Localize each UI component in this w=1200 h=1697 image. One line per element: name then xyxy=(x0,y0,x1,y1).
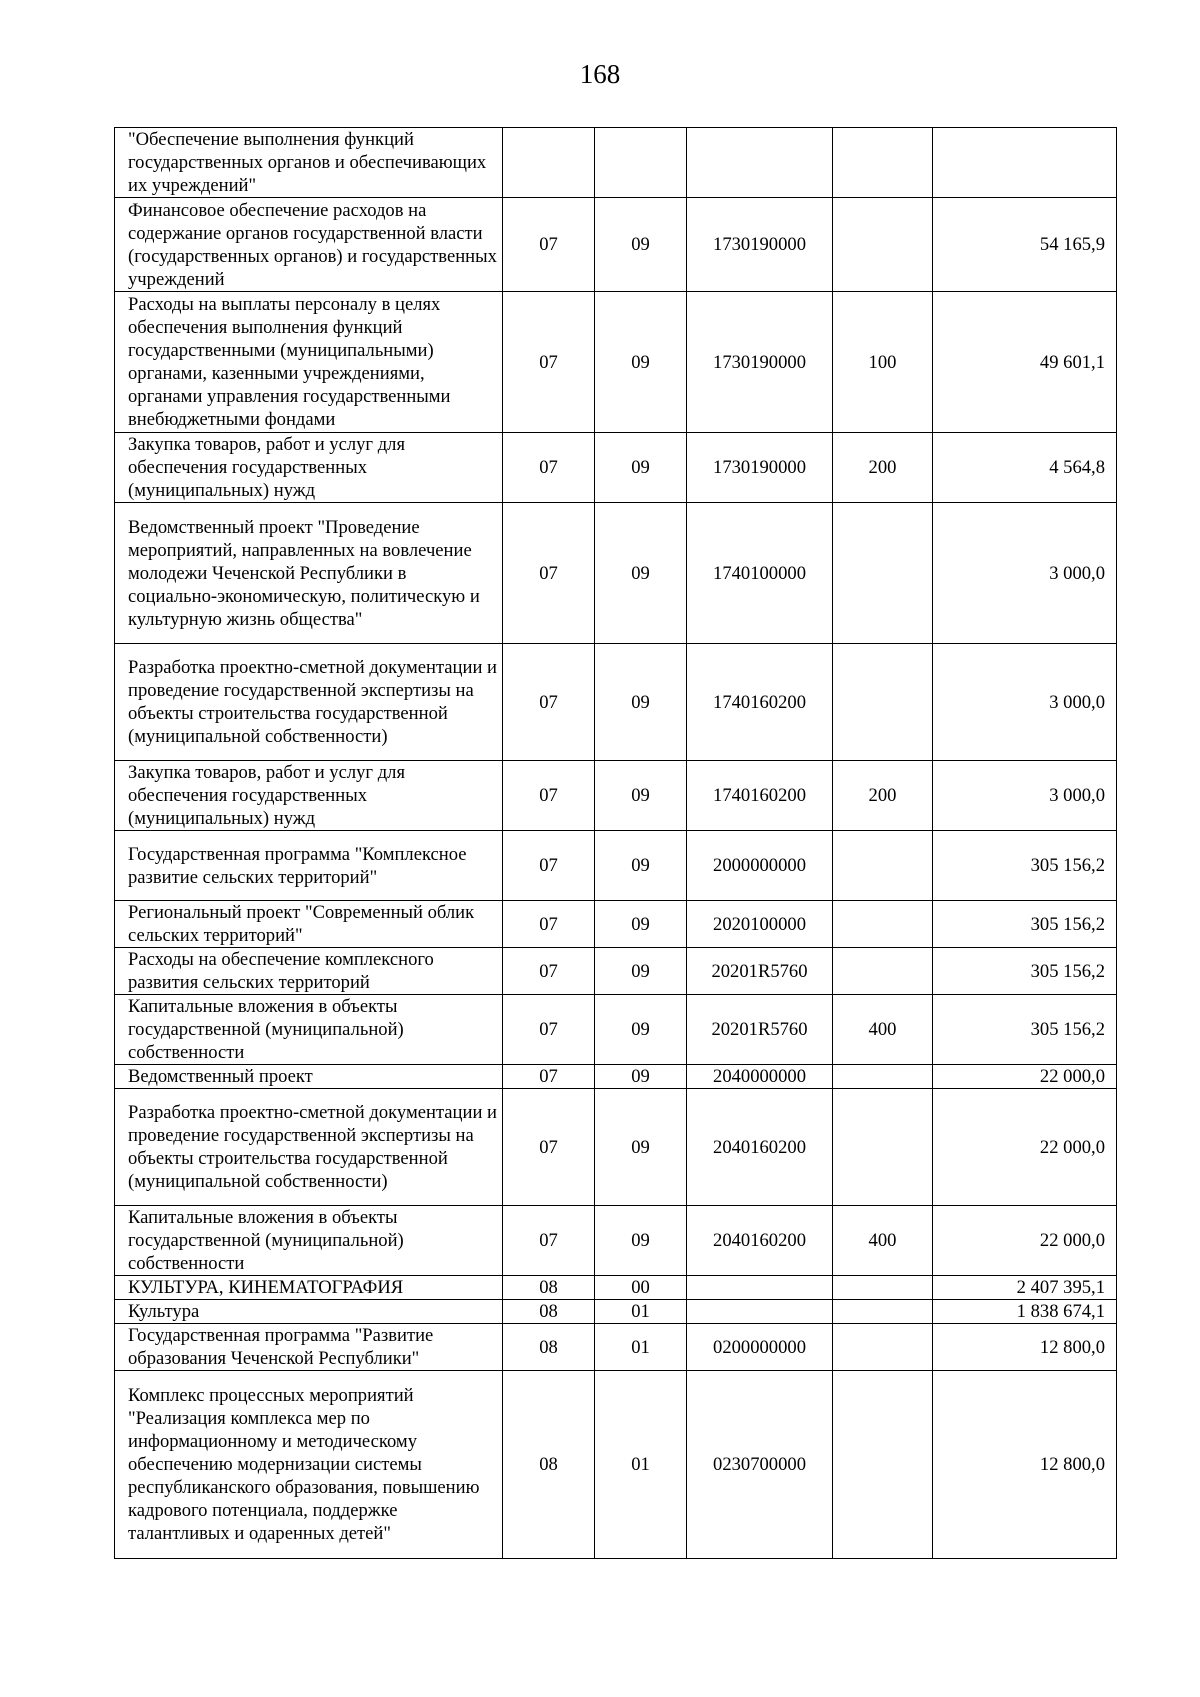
row-name-cell: КУЛЬТУРА, КИНЕМАТОГРАФИЯ xyxy=(115,1276,503,1300)
subsection-code-cell: 01 xyxy=(595,1324,687,1371)
target-article-cell: 2000000000 xyxy=(687,831,833,901)
amount-cell: 12 800,0 xyxy=(933,1371,1117,1559)
row-name-cell: Комплекс процессных мероприятий "Реализация комплекса мер по информационному и методическому обеспечению модернизации системы республиканского образования, повышению кадрового потенциала, поддержке талантливых и одаренных детей" xyxy=(115,1371,503,1559)
subsection-code-cell: 09 xyxy=(595,644,687,761)
expense-type-cell: 200 xyxy=(833,761,933,831)
target-article-cell: 2020100000 xyxy=(687,901,833,948)
expense-type-cell xyxy=(833,198,933,292)
table-row xyxy=(115,1065,1117,1089)
amount-cell: 3 000,0 xyxy=(933,761,1117,831)
subsection-code-cell: 09 xyxy=(595,503,687,644)
expense-type-cell: 200 xyxy=(833,433,933,503)
row-name-cell: Закупка товаров, работ и услуг для обеспечения государственных (муниципальных) нужд xyxy=(115,761,503,831)
expense-type-cell xyxy=(833,901,933,948)
expense-type-cell xyxy=(833,831,933,901)
amount-cell: 3 000,0 xyxy=(933,644,1117,761)
expense-type-cell: 100 xyxy=(833,292,933,433)
amount-cell: 12 800,0 xyxy=(933,1324,1117,1371)
expense-type-cell xyxy=(833,1324,933,1371)
table-row xyxy=(115,1300,1117,1324)
expense-type-cell xyxy=(833,503,933,644)
section-code-cell: 07 xyxy=(503,503,595,644)
target-article-cell: 1730190000 xyxy=(687,292,833,433)
table-row xyxy=(115,1089,1117,1206)
table-row xyxy=(115,948,1117,995)
section-code-cell: 07 xyxy=(503,1206,595,1276)
expense-type-cell: 400 xyxy=(833,1206,933,1276)
target-article-cell: 20201R5760 xyxy=(687,948,833,995)
section-code-cell: 07 xyxy=(503,1089,595,1206)
section-code-cell: 07 xyxy=(503,433,595,503)
section-code-cell: 07 xyxy=(503,948,595,995)
section-code-cell: 07 xyxy=(503,901,595,948)
target-article-cell: 1730190000 xyxy=(687,433,833,503)
expense-type-cell xyxy=(833,1276,933,1300)
table-row xyxy=(115,433,1117,503)
row-name-cell: Государственная программа "Развитие образования Чеченской Республики" xyxy=(115,1324,503,1371)
expense-type-cell xyxy=(833,948,933,995)
subsection-code-cell: 09 xyxy=(595,198,687,292)
subsection-code-cell: 09 xyxy=(595,1089,687,1206)
target-article-cell xyxy=(687,1276,833,1300)
target-article-cell: 0230700000 xyxy=(687,1371,833,1559)
row-name-cell: Государственная программа "Комплексное развитие сельских территорий" xyxy=(115,831,503,901)
subsection-code-cell xyxy=(595,128,687,198)
row-name-cell: Региональный проект "Современный облик сельских территорий" xyxy=(115,901,503,948)
target-article-cell: 0200000000 xyxy=(687,1324,833,1371)
budget-table xyxy=(114,127,1117,1559)
amount-cell: 305 156,2 xyxy=(933,831,1117,901)
subsection-code-cell: 01 xyxy=(595,1300,687,1324)
amount-cell: 1 838 674,1 xyxy=(933,1300,1117,1324)
table-row xyxy=(115,831,1117,901)
subsection-code-cell: 09 xyxy=(595,761,687,831)
target-article-cell: 1740160200 xyxy=(687,761,833,831)
amount-cell: 22 000,0 xyxy=(933,1089,1117,1206)
subsection-code-cell: 09 xyxy=(595,831,687,901)
row-name-cell: Разработка проектно-сметной документации и проведение государственной экспертизы на объекты строительства государственной (муниципальной собственности) xyxy=(115,1089,503,1206)
table-row xyxy=(115,995,1117,1065)
row-name-cell: Закупка товаров, работ и услуг для обеспечения государственных (муниципальных) нужд xyxy=(115,433,503,503)
section-code-cell: 08 xyxy=(503,1276,595,1300)
amount-cell: 4 564,8 xyxy=(933,433,1117,503)
amount-cell: 2 407 395,1 xyxy=(933,1276,1117,1300)
amount-cell: 49 601,1 xyxy=(933,292,1117,433)
amount-cell: 22 000,0 xyxy=(933,1206,1117,1276)
target-article-cell: 1740160200 xyxy=(687,644,833,761)
target-article-cell: 2040160200 xyxy=(687,1206,833,1276)
target-article-cell xyxy=(687,128,833,198)
target-article-cell: 1730190000 xyxy=(687,198,833,292)
subsection-code-cell: 01 xyxy=(595,1371,687,1559)
table-row xyxy=(115,761,1117,831)
row-name-cell: Расходы на обеспечение комплексного развития сельских территорий xyxy=(115,948,503,995)
row-name-cell: Разработка проектно-сметной документации и проведение государственной экспертизы на объекты строительства государственной (муниципальной собственности) xyxy=(115,644,503,761)
subsection-code-cell: 09 xyxy=(595,995,687,1065)
section-code-cell: 07 xyxy=(503,831,595,901)
subsection-code-cell: 00 xyxy=(595,1276,687,1300)
target-article-cell: 20201R5760 xyxy=(687,995,833,1065)
section-code-cell: 07 xyxy=(503,198,595,292)
amount-cell: 54 165,9 xyxy=(933,198,1117,292)
amount-cell: 305 156,2 xyxy=(933,901,1117,948)
table-row xyxy=(115,503,1117,644)
section-code-cell: 08 xyxy=(503,1371,595,1559)
table-row xyxy=(115,292,1117,433)
row-name-cell: Расходы на выплаты персоналу в целях обеспечения выполнения функций государственными (муниципальными) органами, казенными учреждениями, органами управления государственными внебюджетными фондами xyxy=(115,292,503,433)
row-name-cell: "Обеспечение выполнения функций государственных органов и обеспечивающих их учреждений" xyxy=(115,128,503,198)
subsection-code-cell: 09 xyxy=(595,292,687,433)
section-code-cell xyxy=(503,128,595,198)
expense-type-cell xyxy=(833,128,933,198)
expense-type-cell xyxy=(833,1371,933,1559)
table-row xyxy=(115,901,1117,948)
subsection-code-cell: 09 xyxy=(595,948,687,995)
row-name-cell: Капитальные вложения в объекты государственной (муниципальной) собственности xyxy=(115,995,503,1065)
section-code-cell: 07 xyxy=(503,292,595,433)
section-code-cell: 08 xyxy=(503,1300,595,1324)
subsection-code-cell: 09 xyxy=(595,901,687,948)
subsection-code-cell: 09 xyxy=(595,1065,687,1089)
expense-type-cell xyxy=(833,1065,933,1089)
expense-type-cell xyxy=(833,644,933,761)
table-row xyxy=(115,128,1117,198)
amount-cell xyxy=(933,128,1117,198)
section-code-cell: 07 xyxy=(503,644,595,761)
table-row xyxy=(115,1276,1117,1300)
row-name-cell: Финансовое обеспечение расходов на содержание органов государственной власти (государственных органов) и государственных учреждений xyxy=(115,198,503,292)
amount-cell: 3 000,0 xyxy=(933,503,1117,644)
subsection-code-cell: 09 xyxy=(595,433,687,503)
section-code-cell: 07 xyxy=(503,761,595,831)
subsection-code-cell: 09 xyxy=(595,1206,687,1276)
table-row xyxy=(115,198,1117,292)
target-article-cell: 2040000000 xyxy=(687,1065,833,1089)
row-name-cell: Ведомственный проект xyxy=(115,1065,503,1089)
table-row xyxy=(115,1206,1117,1276)
target-article-cell: 2040160200 xyxy=(687,1089,833,1206)
section-code-cell: 08 xyxy=(503,1324,595,1371)
table-row xyxy=(115,1324,1117,1371)
section-code-cell: 07 xyxy=(503,1065,595,1089)
row-name-cell: Капитальные вложения в объекты государственной (муниципальной) собственности xyxy=(115,1206,503,1276)
section-code-cell: 07 xyxy=(503,995,595,1065)
budget-table-body xyxy=(115,128,1117,1559)
amount-cell: 305 156,2 xyxy=(933,995,1117,1065)
row-name-cell: Ведомственный проект "Проведение мероприятий, направленных на вовлечение молодежи Чеченской Республики в социально-экономическую, политическую и культурную жизнь общества" xyxy=(115,503,503,644)
amount-cell: 22 000,0 xyxy=(933,1065,1117,1089)
expense-type-cell xyxy=(833,1089,933,1206)
table-row xyxy=(115,1371,1117,1559)
table-row xyxy=(115,644,1117,761)
expense-type-cell xyxy=(833,1300,933,1324)
row-name-cell: Культура xyxy=(115,1300,503,1324)
expense-type-cell: 400 xyxy=(833,995,933,1065)
page-number: 168 xyxy=(579,59,621,89)
target-article-cell: 1740100000 xyxy=(687,503,833,644)
target-article-cell xyxy=(687,1300,833,1324)
amount-cell: 305 156,2 xyxy=(933,948,1117,995)
